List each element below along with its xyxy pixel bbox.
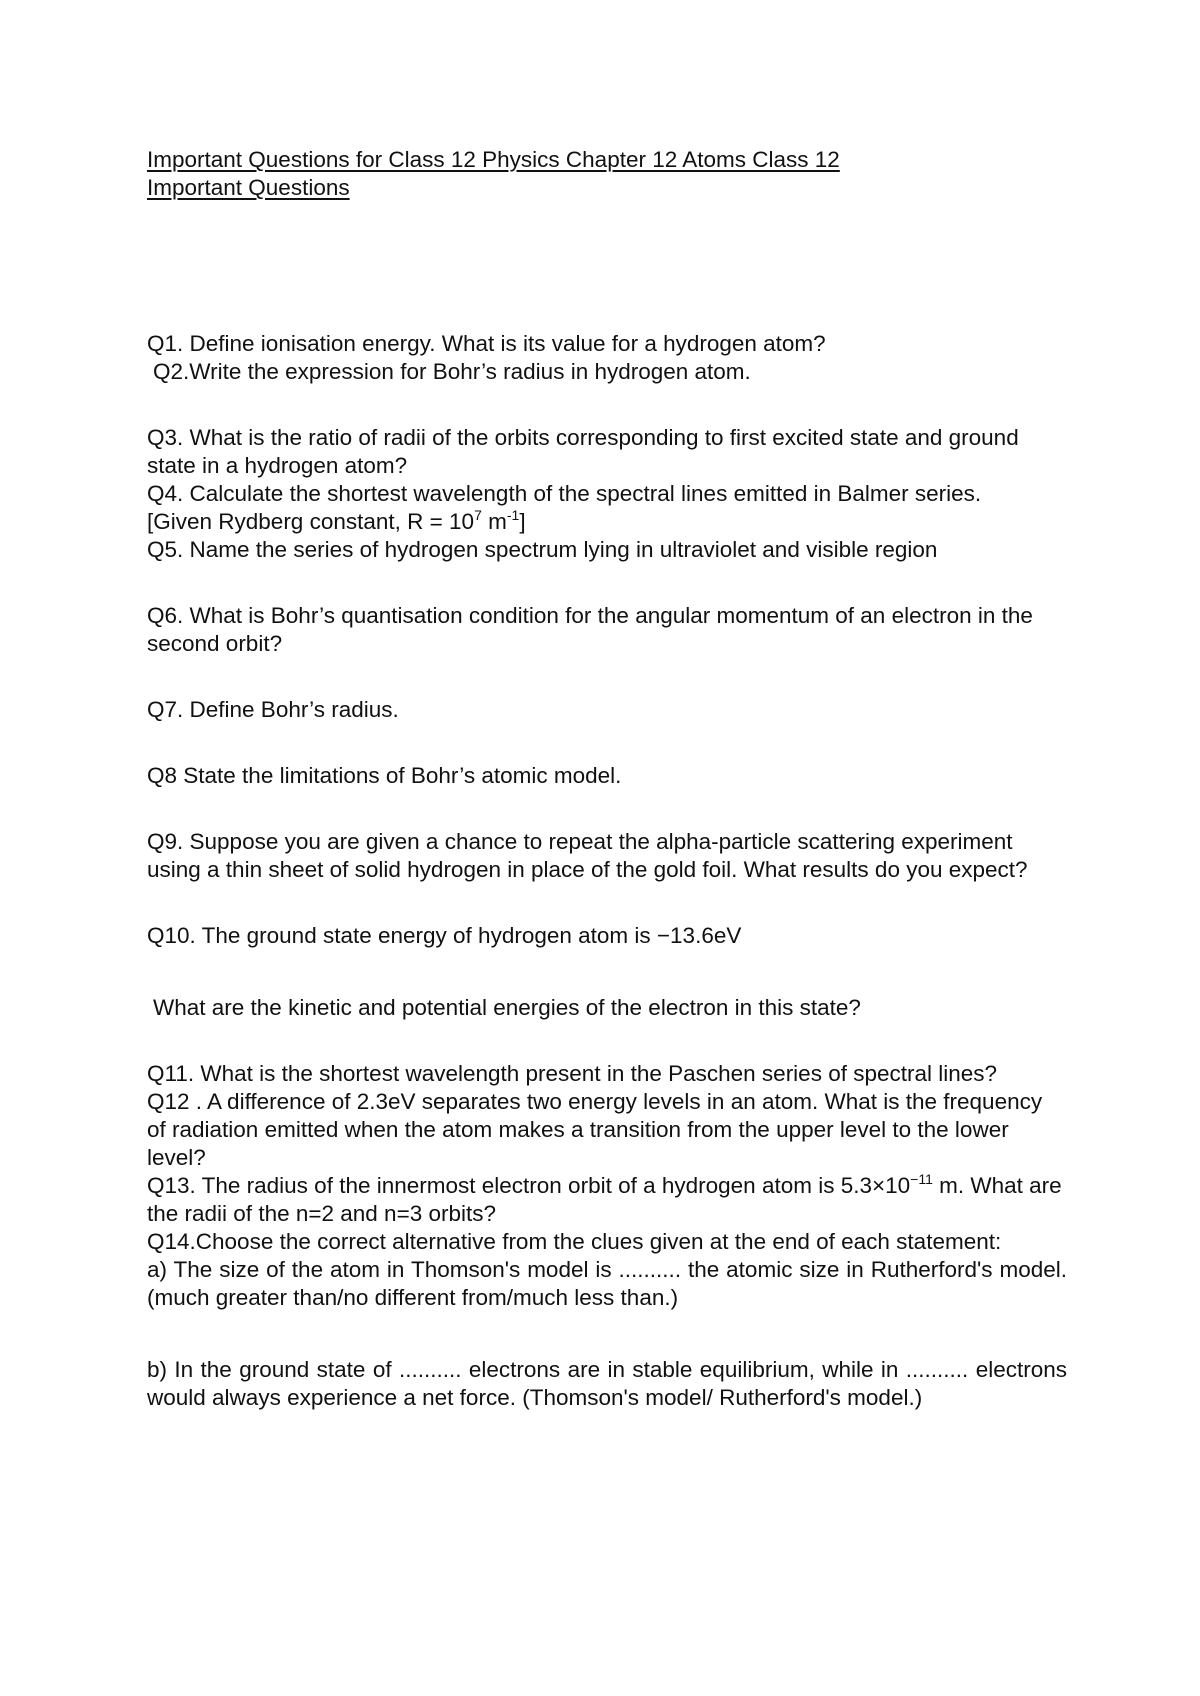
given-suffix: ] bbox=[519, 509, 526, 534]
question-12: Q12 . A difference of 2.3eV separates two energy levels in an atom. What is the frequency of radiation emitted when the atom makes a transition from the upper level to the lower level? bbox=[147, 1089, 1043, 1170]
given-mid: m bbox=[481, 509, 507, 534]
given-exponent-1: 7 bbox=[474, 507, 482, 523]
q13-exponent: −11 bbox=[910, 1171, 933, 1187]
question-10: Q10. The ground state energy of hydrogen atom is −13.6eV bbox=[147, 923, 742, 948]
given-exponent-2: -1 bbox=[506, 507, 520, 523]
given-prefix: [Given Rydberg constant, R = 10 bbox=[147, 509, 475, 534]
document-title bbox=[147, 146, 1067, 202]
title-line-1: Important Questions for Class 12 Physics Chapter 12 Atoms Class 12 bbox=[147, 147, 840, 172]
title-line-2: Important Questions bbox=[147, 175, 350, 200]
question-3: Q3. What is the ratio of radii of the orbits corresponding to first excited state and ground state in a hydrogen atom? bbox=[147, 425, 1019, 478]
question-2: Q2.Write the expression for Bohr’s radius in hydrogen atom. bbox=[153, 359, 751, 384]
question-8: Q8 State the limitations of Bohr’s atomic model. bbox=[147, 763, 622, 788]
document-page bbox=[147, 146, 1067, 1412]
question-13 bbox=[147, 1172, 1067, 1228]
question-9: Q9. Suppose you are given a chance to repeat the alpha-particle scattering experiment using a thin sheet of solid hydrogen in place of the gold foil. What results do you expect? bbox=[147, 829, 1028, 882]
question-14-a: a) The size of the atom in Thomson's model is .......... the atomic size in Rutherford's model. (much greater than/no different from/much less than.) bbox=[147, 1257, 1067, 1310]
q13-prefix: Q13. The radius of the innermost electron orbit of a hydrogen atom is 5.3×10 bbox=[147, 1173, 911, 1198]
question-14: Q14.Choose the correct alternative from the clues given at the end of each statement: bbox=[147, 1229, 1002, 1254]
question-4-given bbox=[147, 508, 1067, 536]
question-5: Q5. Name the series of hydrogen spectrum lying in ultraviolet and visible region bbox=[147, 537, 938, 562]
question-1: Q1. Define ionisation energy. What is its value for a hydrogen atom? bbox=[147, 331, 826, 356]
q13-suffix: m. What are the radii of the n=2 and n=3 orbits? bbox=[147, 1173, 1062, 1226]
question-4: Q4. Calculate the shortest wavelength of the spectral lines emitted in Balmer series. bbox=[147, 481, 982, 506]
question-10-sub: What are the kinetic and potential energies of the electron in this state? bbox=[153, 995, 861, 1020]
question-6: Q6. What is Bohr’s quantisation condition for the angular momentum of an electron in the second orbit? bbox=[147, 603, 1033, 656]
question-7: Q7. Define Bohr’s radius. bbox=[147, 697, 399, 722]
question-14-b: b) In the ground state of .......... electrons are in stable equilibrium, while in .......... electrons would always experience a net force. (Thomson's model/ Rutherford's model.) bbox=[147, 1357, 1067, 1410]
question-11: Q11. What is the shortest wavelength present in the Paschen series of spectral lines? bbox=[147, 1061, 998, 1086]
